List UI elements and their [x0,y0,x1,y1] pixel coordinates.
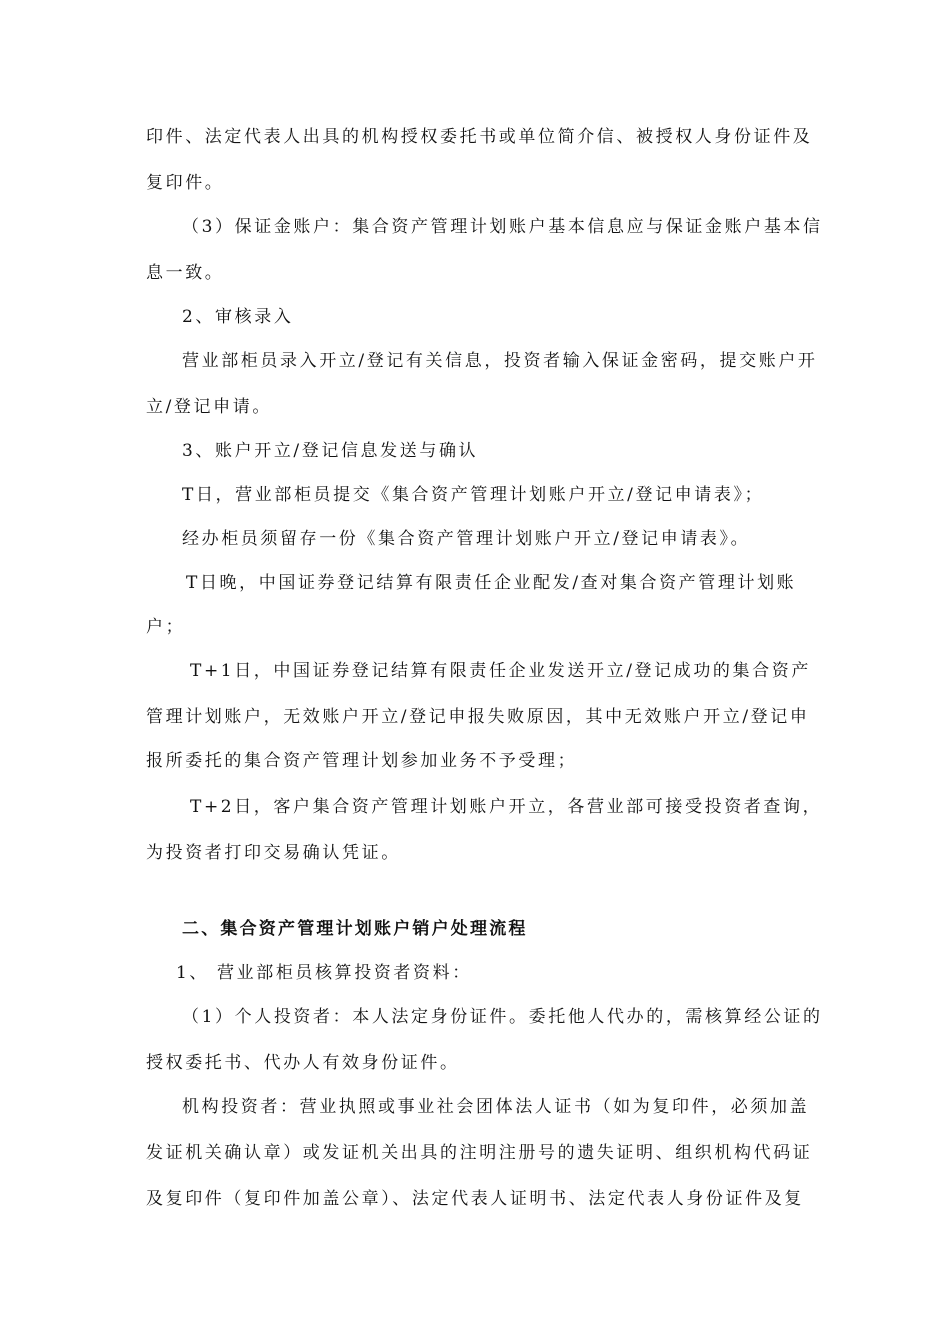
text-line: 3、账户开立/登记信息发送与确认 [182,441,479,461]
text-line: 发证机关确认章）或发证机关出具的注明注册号的遗失证明、组织机构代码证 [146,1143,813,1163]
text-line: 授权委托书、代办人有效身份证件。 [146,1053,460,1073]
text-line: 立/登记申请。 [146,397,272,417]
text-line: T日晚，中国证券登记结算有限责任企业配发/查对集合资产管理计划账 [186,573,797,593]
text-line: 印件、法定代表人出具的机构授权委托书或单位简介信、被授权人身份证件及 [146,127,813,147]
text-line: 机构投资者：营业执照或事业社会团体法人证书（如为复印件，必须加盖 [182,1097,810,1117]
text-line: 1、 营业部柜员核算投资者资料： [176,963,472,983]
text-line: T+2日，客户集合资产管理计划账户开立，各营业部可接受投资者查询， [190,797,823,817]
text-line: T日，营业部柜员提交《集合资产管理计划账户开立/登记申请表》； [182,485,765,505]
text-line: 经办柜员须留存一份《集合资产管理计划账户开立/登记申请表》。 [182,529,751,549]
text-line: 及复印件（复印件加盖公章）、法定代表人证明书、法定代表人身份证件及复 [146,1189,804,1209]
text-line: 管理计划账户，无效账户开立/登记申报失败原因，其中无效账户开立/登记申 [146,707,810,727]
text-line: 报所委托的集合资产管理计划参加业务不予受理； [146,751,578,771]
text-line: 户； [146,617,186,637]
text-line: 复印件。 [146,173,225,193]
text-line: 2、审核录入 [182,307,294,327]
text-line: （1）个人投资者：本人法定身份证件。委托他人代办的，需核算经公证的 [182,1007,823,1027]
text-line: （3）保证金账户：集合资产管理计划账户基本信息应与保证金账户基本信 [182,217,823,237]
text-line: 营业部柜员录入开立/登记有关信息，投资者输入保证金密码，提交账户开 [182,351,818,371]
text-line: 为投资者打印交易确认凭证。 [146,843,401,863]
text-line: T+1日，中国证券登记结算有限责任企业发送开立/登记成功的集合资产 [190,661,811,681]
section-heading: 二、集合资产管理计划账户销户处理流程 [182,919,528,939]
text-line: 息一致。 [146,263,225,283]
